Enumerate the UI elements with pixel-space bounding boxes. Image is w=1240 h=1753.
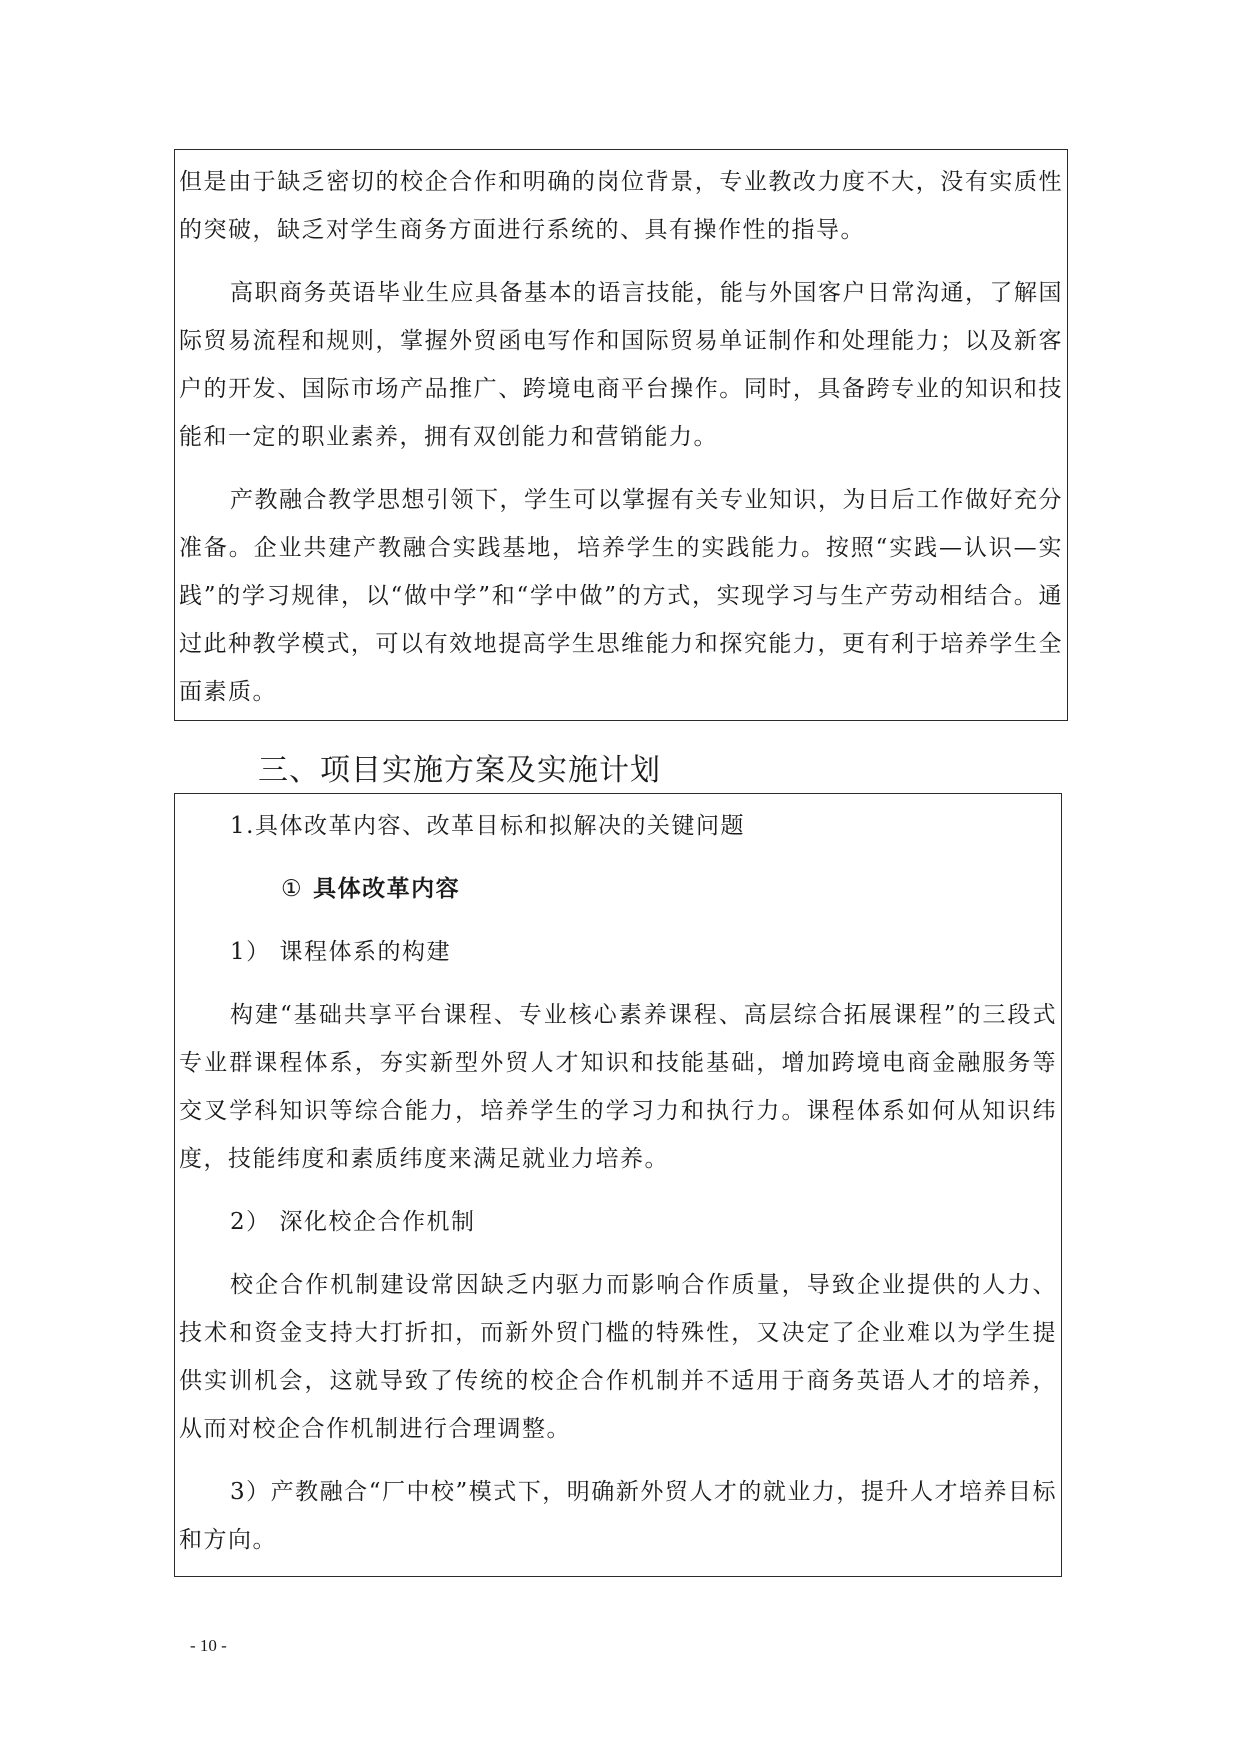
subheading-text: 具体改革内容 (313, 875, 461, 902)
page-number: - 10 - (190, 1636, 227, 1655)
text-box-implementation (174, 793, 1062, 1577)
item-body-cooperation: 校企合作机制建设常因缺乏内驱力而影响合作质量，导致企业提供的人力、技术和资金支持大打折扣，而新外贸门槛的特殊性，又决定了企业难以为学生提供实训机会，这就导致了传统的校企合作机制并不适用于商务英语人才的培养，从而对校企合作机制进行合理调整。 (179, 1272, 1057, 1442)
paragraph-graduate-skills: 高职商务英语毕业生应具备基本的语言技能，能与外国客户日常沟通，了解国际贸易流程和规则，掌握外贸函电写作和国际贸易单证制作和处理能力；以及新客户的开发、国际市场产品推广、跨境电商平台操作。同时，具备跨专业的知识和技能和一定的职业素养，拥有双创能力和营销能力。 (179, 280, 1063, 450)
item-factory-school: 3）产教融合“厂中校”模式下，明确新外贸人才的就业力，提升人才培养目标和方向。 (179, 1479, 1057, 1553)
section-title: 三、项目实施方案及实施计划 (258, 753, 661, 788)
paragraph-industry-education: 产教融合教学思想引领下，学生可以掌握有关专业知识，为日后工作做好充分准备。企业共建产教融合实践基地，培养学生的实践能力。按照“实践—认识—实践”的学习规律，以“做中学”和“学中做”的方式，实现学习与生产劳动相结合。通过此种教学模式，可以有效地提高学生思维能力和探究能力，更有利于培养学生全面素质。 (179, 487, 1063, 705)
item-title-cooperation: 2） 深化校企合作机制 (230, 1209, 476, 1235)
subheading-specific-reform (179, 865, 1057, 913)
paragraph-continuation: 但是由于缺乏密切的校企合作和明确的岗位背景，专业教改力度不大，没有实质性的突破，缺乏对学生商务方面进行系统的、具有操作性的指导。 (179, 169, 1063, 243)
text-box-background (174, 149, 1068, 721)
item-body-curriculum: 构建“基础共享平台课程、专业核心素养课程、高层综合拓展课程”的三段式专业群课程体系，夯实新型外贸人才知识和技能基础，增加跨境电商金融服务等交叉学科知识等综合能力，培养学生的学习力和执行力。课程体系如何从知识纬度，技能纬度和素质纬度来满足就业力培养。 (179, 1002, 1057, 1172)
item-title-curriculum: 1） 课程体系的构建 (230, 939, 451, 965)
heading-reform-content: 1.具体改革内容、改革目标和拟解决的关键问题 (230, 813, 745, 839)
circled-number-marker: ① (281, 876, 304, 902)
